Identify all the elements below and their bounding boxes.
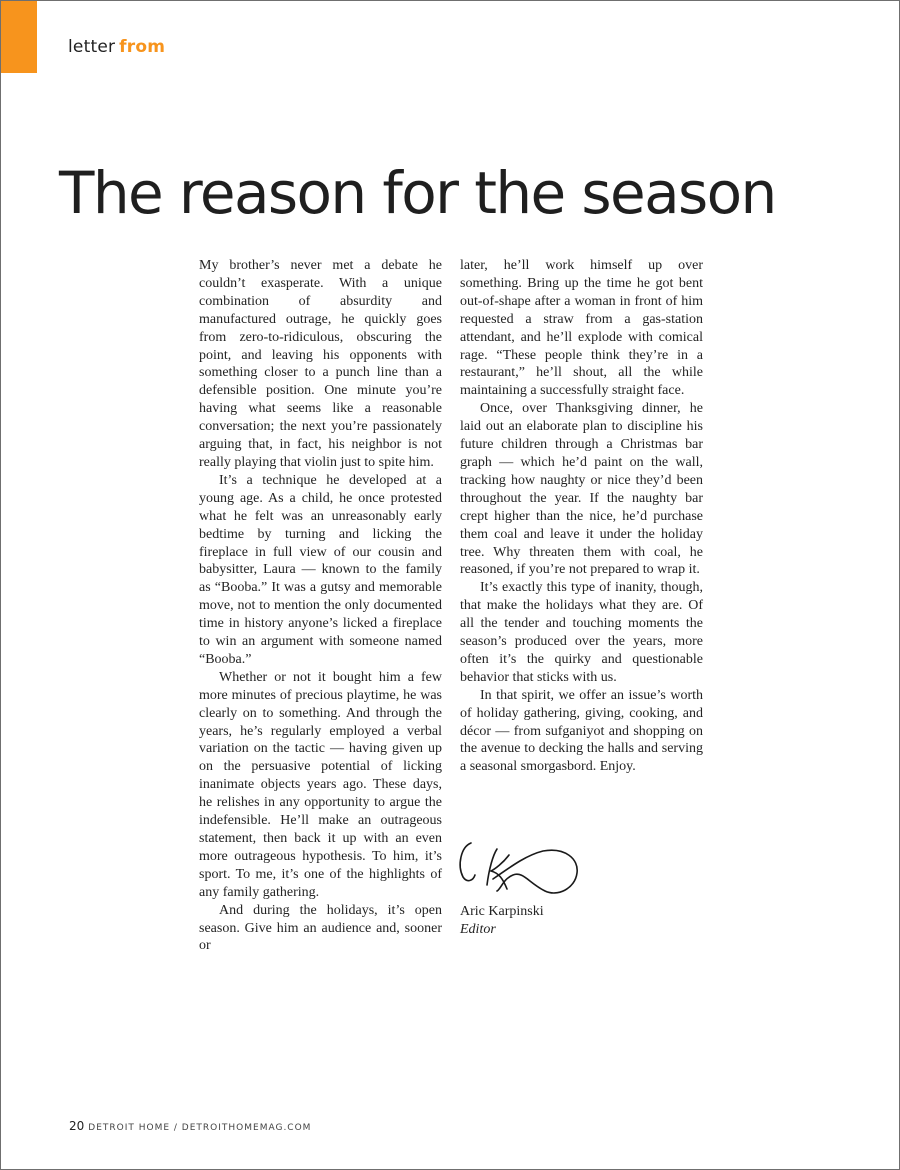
paragraph: My brother’s never met a debate he couldn’t exasperate. With a unique combination of absurdity and manufactured outrage, he quickly goes from zero-to-ridiculous, obscuring the point, and leaving his opponents with something closer to a punch line than a defensible position. One minute you’re having what seems like a reasonable conversation; the next you’re passionately arguing that, in fact, his neighbor is not really playing that violin just to spite him. <box>199 258 442 470</box>
paragraph: It’s exactly this type of inanity, though, that make the holidays what they are. Of all the tender and touching moments the season’s produced over the years, more often it’s the quirky and questionable behavior that sticks with us. <box>460 580 703 685</box>
section-label-accent: from <box>119 37 166 57</box>
headline: The reason for the season <box>59 159 776 227</box>
editor-signature <box>453 829 593 903</box>
section-label <box>68 37 165 57</box>
paragraph: In that spirit, we offer an issue’s worth of holiday gathering, giving, cooking, and décor — from sufganiyot and shopping on the avenue to decking the halls and serving a seasonal smorgasbord. Enjoy. <box>460 687 703 775</box>
orange-section-tab <box>1 1 37 73</box>
paragraph: And during the holidays, it’s open season. Give him an audience and, sooner or <box>199 902 442 954</box>
article-column-left <box>199 257 442 955</box>
paragraph: Once, over Thanksgiving dinner, he laid out an elaborate plan to discipline his future children through a Christmas bar graph — which he’d paint on the wall, tracking how naughty or nice they’d been throughout the year. If the naughty bar crept higher than the nice, he’d purchase them coal and leave it under the holiday tree. Why threaten them with coal, he reasoned, if you’re not prepared to wrap it. <box>460 401 703 578</box>
page-footer <box>69 1119 311 1133</box>
editor-title: Editor <box>460 922 496 937</box>
editor-name: Aric Karpinski <box>460 904 544 919</box>
paragraph: later, he’ll work himself up over something. Bring up the time he got bent out-of-shape after a woman in front of him requested a straw from a gas-station attendant, and he’ll explode with comical rage. “These people think they’re in a restaurant,” he’ll shout, all the while maintaining a successfully straight face. <box>460 258 703 399</box>
page-number: 20 <box>69 1119 85 1133</box>
section-label-text: letter <box>68 37 116 57</box>
paragraph: Whether or not it bought him a few more minutes of precious playtime, he was clearly on to something. And through the years, he’s regularly employed a verbal variation on the tactic — having given up on the persuasive potential of licking inanimate objects years ago. These days, he relishes in any opportunity to argue the indefensible. He’ll make an outrageous statement, then back it up with an even more outrageous hypothesis. To him, it’s sport. To me, it’s one of the highlights of any family gathering. <box>199 669 442 900</box>
footer-text: DETROIT HOME / DETROITHOMEMAG.COM <box>88 1123 312 1133</box>
article-column-right <box>460 257 703 776</box>
paragraph: It’s a technique he developed at a young age. As a child, he once protested what he felt was an unreasonably early bedtime by turning and licking the fireplace in full view of our cousin and babysitter, Laura — known to the family as “Booba.” It was a gutsy and memorable move, not to mention the only documented time in history anyone’s licked a fireplace to win an argument with someone named “Booba.” <box>199 472 442 667</box>
